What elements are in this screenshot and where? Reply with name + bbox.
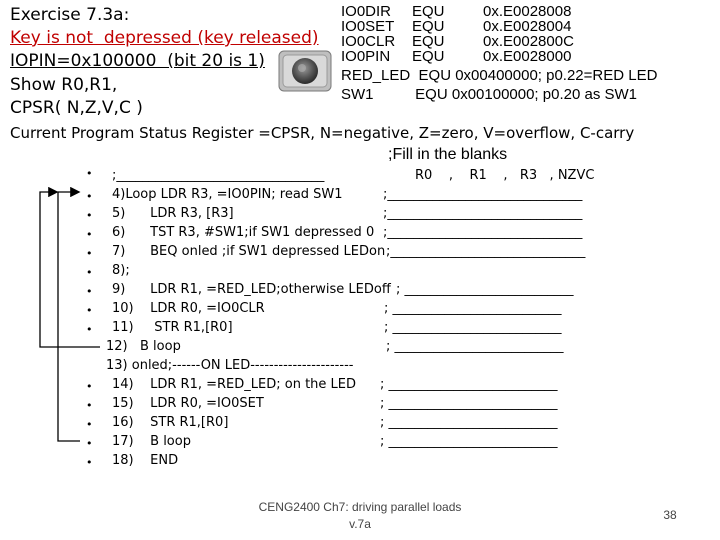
bullet: •	[86, 190, 93, 203]
key-state-note: Key is not depressed (key released)	[10, 28, 319, 48]
answer-blank: ;______________________________	[383, 225, 583, 240]
bullet: •	[86, 228, 93, 241]
equ-name: IO0SET	[341, 18, 395, 35]
equ-value: 0x.E0028004	[483, 18, 572, 35]
footer-version: v.7a	[349, 517, 371, 531]
answer-blank: ; __________________________	[380, 434, 558, 449]
equ-op: EQU	[412, 18, 445, 35]
sw1-equ: SW1 EQU 0x00100000; p0.20 as SW1	[341, 86, 637, 103]
answer-blank: ;______________________________	[383, 206, 583, 221]
code-line: 17) B loop	[112, 434, 191, 449]
answer-blank: ; __________________________	[386, 339, 564, 354]
answer-blank: ; __________________________	[384, 320, 562, 335]
equ-op: EQU	[412, 48, 445, 65]
bullet: •	[86, 399, 93, 412]
show-registers: Show R0,R1,	[10, 75, 118, 95]
equ-op: EQU	[412, 33, 445, 50]
cpsr-description: Current Program Status Register =CPSR, N=negative, Z=zero, V=overflow, C-carry	[10, 124, 635, 142]
code-line: 5) LDR R3, [R3]	[112, 206, 234, 221]
bullet: •	[86, 418, 93, 431]
bullet: •	[86, 247, 93, 260]
equ-name: IO0DIR	[341, 3, 392, 20]
exercise-title: Exercise 7.3a:	[10, 5, 130, 25]
bullet: •	[86, 266, 93, 279]
equ-value: 0x.E002800C	[483, 33, 574, 50]
bullet: •	[86, 437, 93, 450]
code-line: 16) STR R1,[R0]	[112, 415, 229, 430]
bullet: •	[86, 380, 93, 393]
red-led-equ: RED_LED EQU 0x00400000; p0.22=RED LED	[341, 67, 658, 84]
code-line: 13) onled;------ON LED----------------------	[106, 358, 354, 373]
footer-course: CENG2400 Ch7: driving parallel loads	[258, 500, 462, 514]
code-line: 9) LDR R1, =RED_LED;otherwise LEDoff	[112, 282, 391, 297]
code-line: 14) LDR R1, =RED_LED; on the LED	[112, 377, 357, 392]
code-line: 11) STR R1,[R0]	[112, 320, 233, 335]
answer-blank: ; __________________________	[396, 282, 574, 297]
code-line: 10) LDR R0, =IO0CLR	[112, 301, 265, 316]
fill-in-title: ;Fill in the blanks	[388, 146, 508, 163]
bullet: •	[86, 167, 93, 180]
answer-blank: ;______________________________	[386, 244, 586, 259]
iopin-note: IOPIN=0x100000 (bit 20 is 1)	[10, 51, 265, 71]
code-line: 8);	[112, 263, 130, 278]
header-prefix: ;________________________________	[112, 168, 325, 183]
equ-op: EQU	[412, 3, 445, 20]
code-line: 18) END	[112, 453, 179, 468]
code-line: 15) LDR R0, =IO0SET	[112, 396, 264, 411]
equ-value: 0x.E0028008	[483, 3, 572, 20]
show-cpsr: CPSR( N,Z,V,C )	[10, 98, 143, 118]
code-line: 12) B loop	[106, 339, 181, 354]
answer-blank: ; __________________________	[384, 301, 562, 316]
answer-blank: ; __________________________	[380, 415, 558, 430]
bullet: •	[86, 285, 93, 298]
answer-blank: ; __________________________	[380, 396, 558, 411]
code-line: 7) BEQ onled ;if SW1 depressed LEDon	[112, 244, 386, 259]
bullet: •	[86, 209, 93, 222]
equ-name: IO0CLR	[341, 33, 396, 50]
bullet: •	[86, 304, 93, 317]
code-line: 6) TST R3, #SW1;if SW1 depressed 0	[112, 225, 375, 240]
header-columns: R0 , R1 , R3 , NZVC	[415, 168, 595, 183]
code-line: 4)Loop LDR R3, =IO0PIN; read SW1	[112, 187, 343, 202]
answer-blank: ;______________________________	[383, 187, 583, 202]
answer-blank: ; __________________________	[380, 377, 558, 392]
page-number: 38	[663, 508, 677, 522]
equ-value: 0x.E0028000	[483, 48, 572, 65]
bullet: •	[86, 456, 93, 469]
bullet: •	[86, 323, 93, 336]
equ-name: IO0PIN	[341, 48, 391, 65]
